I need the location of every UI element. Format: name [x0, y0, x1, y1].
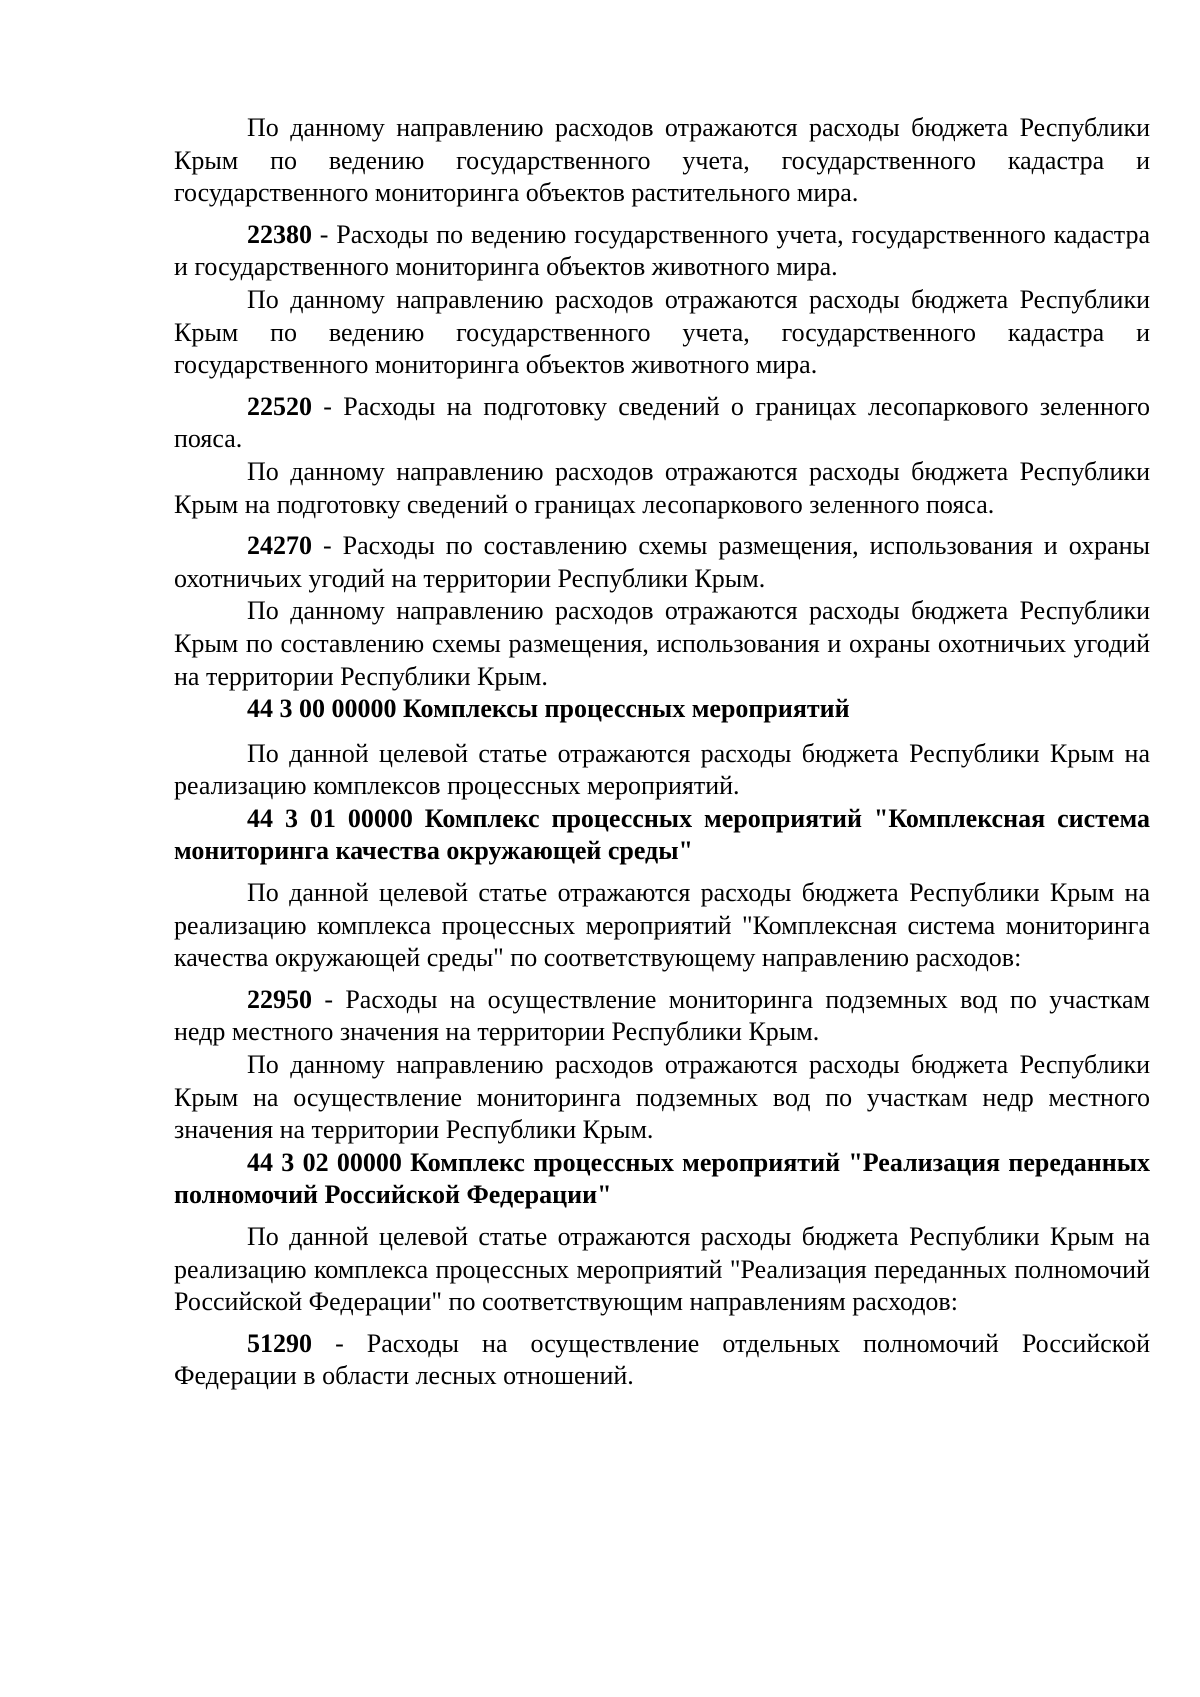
paragraph	[174, 1221, 1150, 1319]
paragraph	[174, 284, 1150, 382]
paragraph	[174, 738, 1150, 803]
expense-code: 24270	[247, 531, 312, 561]
paragraph-text: По данному направлению расходов отражаются расходы бюджета Республики Крым по ведению государственного учета, государственного кадастра и государственного мониторинга объектов животного мира.	[174, 284, 1150, 380]
expense-code-paragraph	[174, 1328, 1150, 1393]
paragraph-text: По данной целевой статье отражаются расходы бюджета Республики Крым на реализацию комплекса процессных мероприятий "Реализация переданных полномочий Российской Федерации" по соответствующим направлениям расходов:	[174, 1222, 1150, 1317]
paragraph	[174, 595, 1150, 693]
paragraph	[174, 1049, 1150, 1147]
paragraph-text: По данной целевой статье отражаются расходы бюджета Республики Крым на реализацию комплекса процессных мероприятий "Комплексная система мониторинга качества окружающей среды" по соответствующему направлению расходов:	[174, 878, 1150, 973]
paragraph-text: По данному направлению расходов отражаются расходы бюджета Республики Крым на осуществление мониторинга подземных вод по участкам недр местного значения на территории Республики Крым.	[174, 1050, 1150, 1145]
paragraph-text: По данному направлению расходов отражаются расходы бюджета Республики Крым на подготовку сведений о границах лесопаркового зеленного пояса.	[174, 456, 1150, 519]
expense-code: 22950	[247, 984, 312, 1014]
expense-code-paragraph	[174, 984, 1150, 1049]
section-heading: 44 3 02 00000 Комплекс процессных мероприятий "Реализация переданных полномочий Российской Федерации"	[174, 1147, 1150, 1210]
paragraph	[174, 456, 1150, 521]
paragraph-text: - Расходы на осуществление отдельных полномочий Российской Федерации в области лесных отношений.	[174, 1328, 1150, 1391]
paragraph-text: - Расходы по ведению государственного учета, государственного кадастра и государственного мониторинга объектов животного мира.	[174, 219, 1150, 282]
paragraph-text: По данному направлению расходов отражаются расходы бюджета Республики Крым по составлению схемы размещения, использования и охраны охотничьих угодий на территории Республики Крым.	[174, 596, 1150, 691]
paragraph-text: - Расходы на осуществление мониторинга подземных вод по участкам недр местного значения на территории Республики Крым.	[174, 984, 1150, 1047]
paragraph	[174, 877, 1150, 975]
expense-code-paragraph	[174, 391, 1150, 456]
document-page	[174, 112, 1150, 1393]
expense-code: 51290	[247, 1328, 312, 1358]
paragraph-text: По данному направлению расходов отражаются расходы бюджета Республики Крым по ведению государственного учета, государственного кадастра и государственного мониторинга объектов растительного мира.	[174, 113, 1150, 208]
section-heading: 44 3 01 00000 Комплекс процессных мероприятий "Комплексная система мониторинга качества окружающей среды"	[174, 803, 1150, 866]
expense-code-paragraph	[174, 219, 1150, 284]
paragraph-text: - Расходы по составлению схемы размещения, использования и охраны охотничьих угодий на территории Республики Крым.	[174, 531, 1150, 593]
expense-code-paragraph	[174, 530, 1150, 595]
section-heading: 44 3 00 00000 Комплексы процессных мероприятий	[247, 694, 850, 724]
paragraph	[174, 112, 1150, 210]
expense-code: 22380	[247, 219, 312, 249]
paragraph-text: - Расходы на подготовку сведений о границах лесопаркового зеленного пояса.	[174, 391, 1150, 454]
paragraph-text: По данной целевой статье отражаются расходы бюджета Республики Крым на реализацию комплексов процессных мероприятий.	[174, 738, 1150, 801]
expense-code: 22520	[247, 391, 312, 421]
